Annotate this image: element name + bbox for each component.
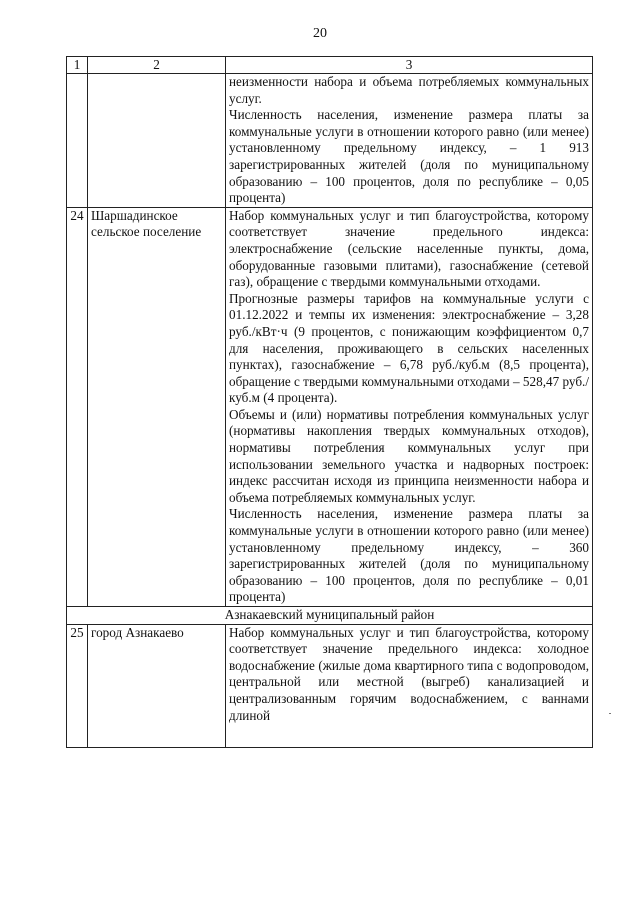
- description-paragraph: Численность населения, изменение размера платы за коммунальные услуги в отношении которого равно (или менее) установленному предельному индексу, – 1 913 зарегистрированных жителей (доля по муниципальному образованию – 100 процентов, доля по республике – 0,05 процента): [229, 107, 589, 206]
- description-cell: [226, 74, 593, 208]
- description-cell: [226, 624, 593, 747]
- row-number: 25: [67, 624, 88, 747]
- description-paragraph: Численность населения, изменение размера платы за коммунальные услуги в отношении которого равно (или менее) установленному предельному индексу, – 360 зарегистрированных жителей (доля по муниципальному образованию – 100 процентов, доля по республике – 0,01 процента): [229, 506, 589, 605]
- tariff-table: [66, 56, 593, 748]
- description-paragraph: неизменности набора и объема потребляемых коммунальных услуг.: [229, 74, 589, 106]
- settlement-name: город Азнакаево: [88, 624, 226, 747]
- table-row-25: [67, 624, 593, 747]
- settlement-name-empty: [88, 74, 226, 208]
- region-row: [67, 607, 593, 625]
- description-paragraph: Набор коммунальных услуг и тип благоустройства, которому соответствует значение предельного индекса: электроснабжение (сельские населенные пункты, дома, оборудованные газовыми плитами), газоснабжение (сетевой газ), обращение с твердыми коммунальными отходами.: [229, 207, 589, 290]
- region-title: Азнакаевский муниципальный район: [67, 607, 593, 625]
- scan-mark: [609, 713, 611, 714]
- header-col-3: 3: [226, 57, 593, 74]
- description-cell: [226, 207, 593, 606]
- settlement-name: Шаршадинское сельское поселение: [88, 207, 226, 606]
- description-paragraph: Прогнозные размеры тарифов на коммунальные услуги с 01.12.2022 и темпы их изменения: электроснабжение – 3,28 руб./кВт·ч (9 процентов, с понижающим коэффициентом 0,7 для населения, проживающего в сельских населенных пунктах), газоснабжение – 6,78 руб./куб.м (8,5 процента), обращение с твердыми коммунальными отходами – 528,47 руб./куб.м (4 процента).: [229, 290, 589, 406]
- description-paragraph: Набор коммунальных услуг и тип благоустройства, которому соответствует значение предельного индекса: холодное водоснабжение (жилые дома квартирного типа с водопроводом, центральной или местной (выгреб) канализацией и централизованным горячим водоснабжением, с ваннами длиной: [229, 624, 589, 723]
- table-row-continuation: [67, 74, 593, 208]
- page-number: 20: [313, 26, 327, 41]
- header-col-1: 1: [67, 57, 88, 74]
- header-col-2: 2: [88, 57, 226, 74]
- description-paragraph: Объемы и (или) нормативы потребления коммунальных услуг (нормативы накопления твердых коммунальных отходов), нормативы потребления коммунальных услуг при использовании земельного участка и надворных построек: индекс рассчитан исходя из принципа неизменности набора и объема потребляемых коммунальных услуг.: [229, 406, 589, 505]
- table-row-24: [67, 207, 593, 606]
- row-number-empty: [67, 74, 88, 208]
- table-header-row: [67, 57, 593, 74]
- row-number: 24: [67, 207, 88, 606]
- description-clip: [229, 625, 589, 747]
